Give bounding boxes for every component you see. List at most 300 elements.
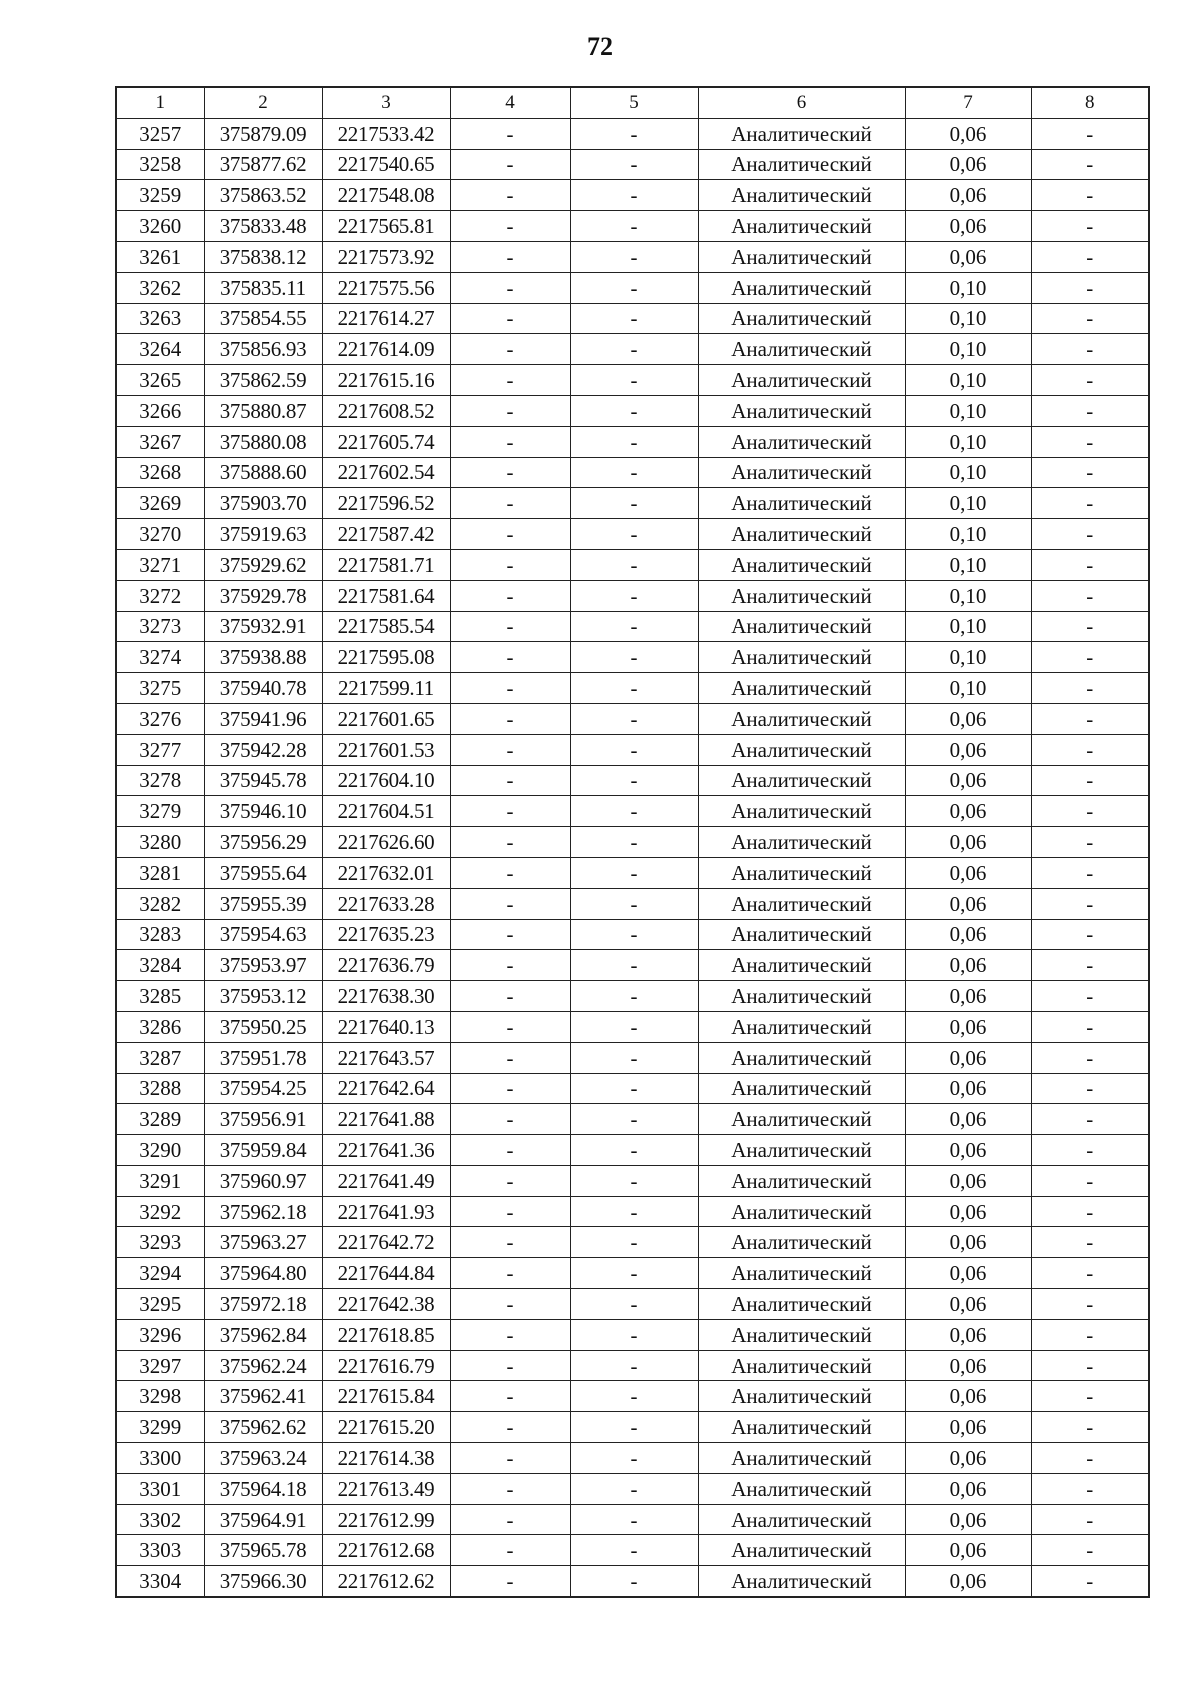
table-cell: 375956.91 bbox=[204, 1104, 322, 1135]
table-cell: 3285 bbox=[116, 981, 204, 1012]
table-cell: - bbox=[450, 365, 570, 396]
table-row bbox=[116, 1350, 1149, 1381]
table-cell: 0,10 bbox=[905, 426, 1031, 457]
column-header-2: 2 bbox=[204, 87, 322, 118]
table-cell: - bbox=[570, 395, 698, 426]
table-cell: 3301 bbox=[116, 1473, 204, 1504]
table-cell: Аналитический bbox=[698, 1227, 905, 1258]
table-cell: - bbox=[450, 1135, 570, 1166]
table-cell: 375964.80 bbox=[204, 1258, 322, 1289]
table-cell: - bbox=[1031, 796, 1149, 827]
table-cell: - bbox=[570, 519, 698, 550]
table-cell: 3262 bbox=[116, 272, 204, 303]
table-cell: Аналитический bbox=[698, 426, 905, 457]
table-cell: - bbox=[1031, 1504, 1149, 1535]
table-cell: 0,06 bbox=[905, 211, 1031, 242]
table-cell: 3287 bbox=[116, 1042, 204, 1073]
table-cell: 0,06 bbox=[905, 1073, 1031, 1104]
table-cell: - bbox=[450, 1504, 570, 1535]
table-cell: - bbox=[570, 303, 698, 334]
table-cell: - bbox=[570, 1104, 698, 1135]
table-cell: 3283 bbox=[116, 919, 204, 950]
table-cell: 3268 bbox=[116, 457, 204, 488]
table-cell: 0,10 bbox=[905, 549, 1031, 580]
table-cell: 0,06 bbox=[905, 765, 1031, 796]
table-cell: Аналитический bbox=[698, 334, 905, 365]
table-cell: - bbox=[570, 1165, 698, 1196]
table-cell: - bbox=[570, 488, 698, 519]
table-cell: - bbox=[450, 334, 570, 365]
table-cell: 0,10 bbox=[905, 673, 1031, 704]
table-cell: - bbox=[450, 549, 570, 580]
table-cell: Аналитический bbox=[698, 1319, 905, 1350]
table-cell: 3276 bbox=[116, 703, 204, 734]
table-row bbox=[116, 1412, 1149, 1443]
table-row bbox=[116, 118, 1149, 149]
table-cell: 375955.39 bbox=[204, 888, 322, 919]
table-cell: - bbox=[1031, 919, 1149, 950]
table-cell: 3272 bbox=[116, 580, 204, 611]
table-cell: 2217581.71 bbox=[322, 549, 450, 580]
table-cell: 3303 bbox=[116, 1535, 204, 1566]
table-cell: 2217616.79 bbox=[322, 1350, 450, 1381]
table-cell: 0,10 bbox=[905, 303, 1031, 334]
table-cell: Аналитический bbox=[698, 1350, 905, 1381]
table-cell: 0,06 bbox=[905, 950, 1031, 981]
table-cell: - bbox=[1031, 1135, 1149, 1166]
table-cell: 375941.96 bbox=[204, 703, 322, 734]
table-cell: 375880.87 bbox=[204, 395, 322, 426]
table-cell: 0,06 bbox=[905, 1011, 1031, 1042]
table-cell: 375929.62 bbox=[204, 549, 322, 580]
table-cell: Аналитический bbox=[698, 1473, 905, 1504]
table-row bbox=[116, 149, 1149, 180]
table-row bbox=[116, 734, 1149, 765]
table-row bbox=[116, 211, 1149, 242]
table-cell: - bbox=[450, 1535, 570, 1566]
table-cell: - bbox=[570, 673, 698, 704]
table-cell: 375972.18 bbox=[204, 1289, 322, 1320]
table-cell: Аналитический bbox=[698, 549, 905, 580]
table-cell: 0,10 bbox=[905, 642, 1031, 673]
table-row bbox=[116, 857, 1149, 888]
table-row bbox=[116, 365, 1149, 396]
table-cell: 2217635.23 bbox=[322, 919, 450, 950]
table-cell: Аналитический bbox=[698, 642, 905, 673]
table-header bbox=[116, 87, 1149, 118]
table-cell: - bbox=[1031, 241, 1149, 272]
table-row bbox=[116, 1011, 1149, 1042]
table-cell: Аналитический bbox=[698, 149, 905, 180]
table-cell: 3295 bbox=[116, 1289, 204, 1320]
table-row bbox=[116, 1473, 1149, 1504]
table-cell: 3291 bbox=[116, 1165, 204, 1196]
column-header-1: 1 bbox=[116, 87, 204, 118]
table-cell: - bbox=[1031, 303, 1149, 334]
table-cell: 375919.63 bbox=[204, 519, 322, 550]
table-row bbox=[116, 673, 1149, 704]
table-cell: - bbox=[450, 1042, 570, 1073]
table-row bbox=[116, 1535, 1149, 1566]
table-cell: 0,06 bbox=[905, 1350, 1031, 1381]
table-cell: - bbox=[450, 1289, 570, 1320]
table-cell: 3282 bbox=[116, 888, 204, 919]
table-cell: - bbox=[570, 642, 698, 673]
table-cell: - bbox=[1031, 888, 1149, 919]
table-cell: - bbox=[570, 1135, 698, 1166]
table-cell: 3304 bbox=[116, 1566, 204, 1597]
table-cell: - bbox=[450, 611, 570, 642]
table-cell: - bbox=[450, 1196, 570, 1227]
table-cell: 375854.55 bbox=[204, 303, 322, 334]
table-cell: 375862.59 bbox=[204, 365, 322, 396]
table-cell: - bbox=[570, 611, 698, 642]
table-row bbox=[116, 180, 1149, 211]
table-cell: - bbox=[1031, 950, 1149, 981]
table-cell: - bbox=[1031, 365, 1149, 396]
table-cell: 3297 bbox=[116, 1350, 204, 1381]
table-cell: - bbox=[450, 1104, 570, 1135]
table-cell: Аналитический bbox=[698, 211, 905, 242]
table-cell: - bbox=[570, 272, 698, 303]
table-cell: - bbox=[570, 1073, 698, 1104]
table-cell: - bbox=[450, 734, 570, 765]
table-cell: 375962.24 bbox=[204, 1350, 322, 1381]
table-cell: - bbox=[570, 1473, 698, 1504]
table-cell: - bbox=[450, 1011, 570, 1042]
table-cell: 3280 bbox=[116, 827, 204, 858]
table-cell: - bbox=[1031, 1258, 1149, 1289]
table-cell: 3271 bbox=[116, 549, 204, 580]
table-cell: 375963.24 bbox=[204, 1443, 322, 1474]
table-cell: 0,06 bbox=[905, 1504, 1031, 1535]
table-cell: - bbox=[1031, 1104, 1149, 1135]
table-cell: - bbox=[570, 919, 698, 950]
table-cell: 0,06 bbox=[905, 1319, 1031, 1350]
table-cell: 2217604.51 bbox=[322, 796, 450, 827]
table-cell: - bbox=[1031, 1535, 1149, 1566]
column-header-4: 4 bbox=[450, 87, 570, 118]
table-cell: - bbox=[450, 1381, 570, 1412]
table-cell: 375938.88 bbox=[204, 642, 322, 673]
table-cell: 3275 bbox=[116, 673, 204, 704]
table-cell: 2217643.57 bbox=[322, 1042, 450, 1073]
table-cell: - bbox=[1031, 1073, 1149, 1104]
table-cell: 2217587.42 bbox=[322, 519, 450, 550]
table-cell: 2217548.08 bbox=[322, 180, 450, 211]
table-cell: - bbox=[570, 734, 698, 765]
table-row bbox=[116, 426, 1149, 457]
table-cell: - bbox=[450, 950, 570, 981]
table-row bbox=[116, 395, 1149, 426]
table-row bbox=[116, 1135, 1149, 1166]
table-cell: 2217581.64 bbox=[322, 580, 450, 611]
table-cell: 2217642.64 bbox=[322, 1073, 450, 1104]
table-cell: 0,10 bbox=[905, 395, 1031, 426]
table-cell: 375929.78 bbox=[204, 580, 322, 611]
table-cell: 0,06 bbox=[905, 919, 1031, 950]
header-row bbox=[116, 87, 1149, 118]
table-cell: 375955.64 bbox=[204, 857, 322, 888]
table-cell: - bbox=[570, 796, 698, 827]
table-cell: 3257 bbox=[116, 118, 204, 149]
table-cell: 2217636.79 bbox=[322, 950, 450, 981]
table-row bbox=[116, 981, 1149, 1012]
table-cell: - bbox=[1031, 1227, 1149, 1258]
table-cell: Аналитический bbox=[698, 703, 905, 734]
table-cell: 375838.12 bbox=[204, 241, 322, 272]
table-cell: 0,06 bbox=[905, 888, 1031, 919]
table-cell: 2217615.16 bbox=[322, 365, 450, 396]
table-row bbox=[116, 1196, 1149, 1227]
table-cell: 0,06 bbox=[905, 857, 1031, 888]
table-cell: Аналитический bbox=[698, 673, 905, 704]
table-cell: - bbox=[450, 765, 570, 796]
table-cell: 3278 bbox=[116, 765, 204, 796]
table-cell: - bbox=[1031, 1381, 1149, 1412]
table-cell: 3266 bbox=[116, 395, 204, 426]
table-cell: 2217605.74 bbox=[322, 426, 450, 457]
table-cell: 375963.27 bbox=[204, 1227, 322, 1258]
table-cell: - bbox=[1031, 334, 1149, 365]
table-row bbox=[116, 1504, 1149, 1535]
table-cell: - bbox=[570, 580, 698, 611]
table-cell: - bbox=[570, 334, 698, 365]
table-row bbox=[116, 642, 1149, 673]
table-cell: - bbox=[1031, 549, 1149, 580]
table-cell: - bbox=[570, 241, 698, 272]
table-cell: - bbox=[1031, 703, 1149, 734]
table-cell: 375964.91 bbox=[204, 1504, 322, 1535]
table-cell: - bbox=[450, 703, 570, 734]
table-cell: 0,06 bbox=[905, 1135, 1031, 1166]
table-cell: - bbox=[1031, 580, 1149, 611]
table-cell: 375879.09 bbox=[204, 118, 322, 149]
table-cell: 3259 bbox=[116, 180, 204, 211]
table-cell: Аналитический bbox=[698, 365, 905, 396]
table-cell: 375964.18 bbox=[204, 1473, 322, 1504]
table-cell: - bbox=[450, 642, 570, 673]
table-cell: Аналитический bbox=[698, 827, 905, 858]
table-row bbox=[116, 1566, 1149, 1597]
table-cell: - bbox=[450, 395, 570, 426]
table-cell: 2217612.62 bbox=[322, 1566, 450, 1597]
table-cell: Аналитический bbox=[698, 488, 905, 519]
table-cell: - bbox=[1031, 857, 1149, 888]
table-cell: - bbox=[570, 950, 698, 981]
table-cell: - bbox=[570, 827, 698, 858]
table-cell: Аналитический bbox=[698, 118, 905, 149]
table-cell: 2217595.08 bbox=[322, 642, 450, 673]
table-cell: Аналитический bbox=[698, 1443, 905, 1474]
table-cell: - bbox=[1031, 1350, 1149, 1381]
table-cell: - bbox=[450, 519, 570, 550]
table-cell: 2217612.99 bbox=[322, 1504, 450, 1535]
table-cell: 375951.78 bbox=[204, 1042, 322, 1073]
table-cell: - bbox=[450, 1165, 570, 1196]
table-cell: 3290 bbox=[116, 1135, 204, 1166]
table-cell: 375946.10 bbox=[204, 796, 322, 827]
table-cell: - bbox=[1031, 1011, 1149, 1042]
table-cell: - bbox=[570, 1319, 698, 1350]
table-cell: 2217608.52 bbox=[322, 395, 450, 426]
table-cell: 3300 bbox=[116, 1443, 204, 1474]
table-cell: 2217601.53 bbox=[322, 734, 450, 765]
table-cell: Аналитический bbox=[698, 241, 905, 272]
table-cell: 2217626.60 bbox=[322, 827, 450, 858]
coordinate-table bbox=[115, 86, 1150, 1598]
table-cell: 2217575.56 bbox=[322, 272, 450, 303]
table-cell: 2217633.28 bbox=[322, 888, 450, 919]
table-cell: - bbox=[1031, 488, 1149, 519]
table-cell: Аналитический bbox=[698, 1196, 905, 1227]
table-cell: 2217641.36 bbox=[322, 1135, 450, 1166]
table-cell: - bbox=[570, 765, 698, 796]
table-cell: - bbox=[450, 426, 570, 457]
table-cell: - bbox=[570, 1443, 698, 1474]
table-cell: 3258 bbox=[116, 149, 204, 180]
column-header-5: 5 bbox=[570, 87, 698, 118]
table-cell: 0,06 bbox=[905, 118, 1031, 149]
table-cell: 375954.25 bbox=[204, 1073, 322, 1104]
table-cell: 0,06 bbox=[905, 827, 1031, 858]
table-cell: 0,06 bbox=[905, 149, 1031, 180]
table-row bbox=[116, 919, 1149, 950]
table-cell: 0,06 bbox=[905, 1196, 1031, 1227]
table-cell: 0,10 bbox=[905, 457, 1031, 488]
table-cell: Аналитический bbox=[698, 1566, 905, 1597]
table-cell: Аналитический bbox=[698, 1165, 905, 1196]
table-cell: Аналитический bbox=[698, 519, 905, 550]
table-cell: Аналитический bbox=[698, 580, 905, 611]
table-cell: 2217614.27 bbox=[322, 303, 450, 334]
table-cell: - bbox=[450, 149, 570, 180]
table-row bbox=[116, 303, 1149, 334]
table-cell: 2217585.54 bbox=[322, 611, 450, 642]
table-cell: 375960.97 bbox=[204, 1165, 322, 1196]
table-cell: 3286 bbox=[116, 1011, 204, 1042]
table-cell: 375835.11 bbox=[204, 272, 322, 303]
table-cell: 0,06 bbox=[905, 703, 1031, 734]
table-cell: - bbox=[450, 580, 570, 611]
table-cell: Аналитический bbox=[698, 1135, 905, 1166]
table-cell: 375965.78 bbox=[204, 1535, 322, 1566]
table-cell: 3260 bbox=[116, 211, 204, 242]
table-row bbox=[116, 888, 1149, 919]
table-row bbox=[116, 827, 1149, 858]
table-cell: - bbox=[1031, 1473, 1149, 1504]
table-cell: - bbox=[570, 1504, 698, 1535]
table-cell: 2217640.13 bbox=[322, 1011, 450, 1042]
table-cell: 375954.63 bbox=[204, 919, 322, 950]
table-cell: - bbox=[1031, 1196, 1149, 1227]
table-cell: Аналитический bbox=[698, 765, 905, 796]
table-cell: - bbox=[1031, 1289, 1149, 1320]
table-cell: 0,06 bbox=[905, 1412, 1031, 1443]
table-cell: 0,10 bbox=[905, 519, 1031, 550]
table-cell: - bbox=[450, 303, 570, 334]
table-row bbox=[116, 488, 1149, 519]
table-cell: 0,06 bbox=[905, 1381, 1031, 1412]
table-cell: Аналитический bbox=[698, 1381, 905, 1412]
table-cell: 2217573.92 bbox=[322, 241, 450, 272]
table-cell: - bbox=[450, 241, 570, 272]
table-cell: 375880.08 bbox=[204, 426, 322, 457]
table-cell: 0,06 bbox=[905, 1227, 1031, 1258]
table-cell: 0,10 bbox=[905, 365, 1031, 396]
table-cell: - bbox=[450, 981, 570, 1012]
table-cell: 0,06 bbox=[905, 981, 1031, 1012]
table-cell: 2217601.65 bbox=[322, 703, 450, 734]
table-cell: - bbox=[1031, 1319, 1149, 1350]
table-row bbox=[116, 1443, 1149, 1474]
table-cell: - bbox=[570, 118, 698, 149]
table-cell: 3273 bbox=[116, 611, 204, 642]
table-cell: 375942.28 bbox=[204, 734, 322, 765]
table-cell: 375962.41 bbox=[204, 1381, 322, 1412]
table-cell: - bbox=[1031, 395, 1149, 426]
table-cell: 375932.91 bbox=[204, 611, 322, 642]
table-cell: 3265 bbox=[116, 365, 204, 396]
table-cell: - bbox=[570, 426, 698, 457]
table-cell: 375962.84 bbox=[204, 1319, 322, 1350]
table-cell: 375856.93 bbox=[204, 334, 322, 365]
table-row bbox=[116, 1073, 1149, 1104]
table-cell: - bbox=[570, 1381, 698, 1412]
table-row bbox=[116, 1319, 1149, 1350]
table-cell: - bbox=[450, 1566, 570, 1597]
page-number: 72 bbox=[587, 32, 613, 61]
table-cell: - bbox=[1031, 1412, 1149, 1443]
table-cell: - bbox=[1031, 611, 1149, 642]
table-row bbox=[116, 457, 1149, 488]
table-cell: - bbox=[450, 857, 570, 888]
table-cell: - bbox=[1031, 149, 1149, 180]
table-cell: - bbox=[450, 1319, 570, 1350]
table-cell: - bbox=[570, 1042, 698, 1073]
table-cell: 3288 bbox=[116, 1073, 204, 1104]
table-cell: - bbox=[570, 1011, 698, 1042]
table-row bbox=[116, 1258, 1149, 1289]
table-cell: - bbox=[450, 796, 570, 827]
table-cell: 2217638.30 bbox=[322, 981, 450, 1012]
table-cell: 375903.70 bbox=[204, 488, 322, 519]
table-cell: - bbox=[450, 919, 570, 950]
table-cell: - bbox=[1031, 827, 1149, 858]
table-cell: - bbox=[1031, 211, 1149, 242]
table-cell: 3264 bbox=[116, 334, 204, 365]
table-row bbox=[116, 1381, 1149, 1412]
table-cell: 375962.62 bbox=[204, 1412, 322, 1443]
table-cell: - bbox=[570, 180, 698, 211]
table-cell: 2217642.38 bbox=[322, 1289, 450, 1320]
table-cell: - bbox=[450, 673, 570, 704]
table-cell: 2217615.84 bbox=[322, 1381, 450, 1412]
table-row bbox=[116, 703, 1149, 734]
table-cell: - bbox=[1031, 1165, 1149, 1196]
table-cell: 2217540.65 bbox=[322, 149, 450, 180]
table-cell: - bbox=[1031, 1566, 1149, 1597]
table-cell: - bbox=[450, 1073, 570, 1104]
table-cell: 2217599.11 bbox=[322, 673, 450, 704]
table-cell: 2217596.52 bbox=[322, 488, 450, 519]
column-header-3: 3 bbox=[322, 87, 450, 118]
table-cell: 375953.12 bbox=[204, 981, 322, 1012]
table-cell: - bbox=[1031, 981, 1149, 1012]
table-cell: 2217614.38 bbox=[322, 1443, 450, 1474]
table-cell: 3294 bbox=[116, 1258, 204, 1289]
table-row bbox=[116, 580, 1149, 611]
